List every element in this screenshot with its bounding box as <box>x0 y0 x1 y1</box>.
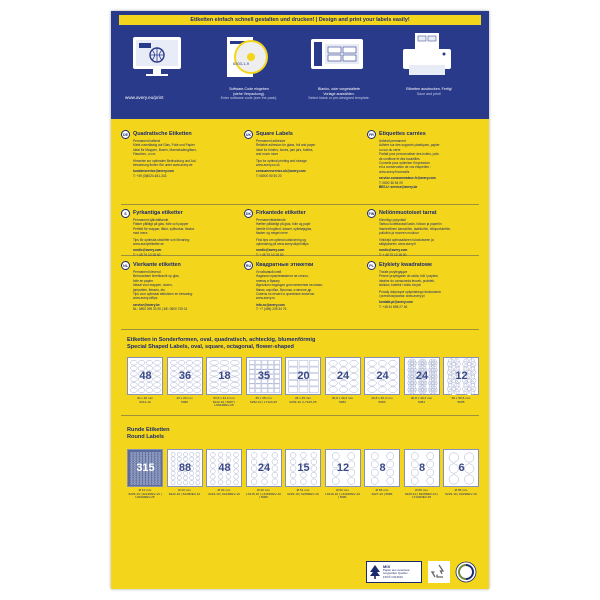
label-count: 36 <box>178 370 192 382</box>
lang-title: Etykiety kwadratowe <box>379 262 433 268</box>
info-line: Ideal für Mappen, Boxen, Marmeladengläser, <box>133 147 197 152</box>
label-count: 18 <box>218 370 231 382</box>
label-format-caption <box>364 397 400 404</box>
product-codes: 5084 <box>418 399 425 404</box>
info-line: Permanent klevend <box>133 270 161 274</box>
label-format-caption <box>364 489 400 496</box>
contact-line: consumerservice-uk@avery.com <box>256 169 306 174</box>
info-line: www.avery.co.uk <box>256 163 280 168</box>
info-line: folie en papier <box>133 278 154 283</box>
step-software-code <box>209 31 289 101</box>
info-line: Idealne do oznaczania teczek, pudełek, <box>379 278 435 283</box>
product-codes: 6242-10 | 5087 | L6024REV-25 <box>212 399 236 408</box>
contact-line: service.consommateur-fr@avery.com <box>379 176 436 181</box>
lang-title: Quadratische Etiketten <box>133 131 192 137</box>
info-line: www.avery.nl/tips <box>133 296 158 301</box>
lang-code: FIN <box>367 209 376 218</box>
info-line: Adhère sur des supports plastiques, papier <box>379 143 440 148</box>
label-format-caption <box>285 397 321 404</box>
info-line: T: + 45 70 10 18 00 <box>256 252 284 257</box>
info-line: T: 08000 50 50 20 <box>256 173 282 178</box>
info-line: www.averyetiketter.se <box>133 242 164 247</box>
lang-title: Neliönmuotoiset tarrat <box>379 210 437 216</box>
info-line: i przechowywania: www.avery.pl <box>379 294 425 299</box>
step-computer <box>119 31 199 101</box>
product-codes: L3416-10 | L3416REV-10 | 5081 <box>325 491 360 500</box>
label-size: Ø 10 mm <box>138 488 152 492</box>
label-format-caption <box>404 397 440 404</box>
label-format-caption <box>246 397 282 404</box>
lang-code: S <box>121 209 130 218</box>
info-line: Tips för optimala utskrifter och förvaring: <box>133 237 190 242</box>
info-line: Permanent självhäftande <box>133 218 169 222</box>
info-line: www.avery.fr/conseils <box>379 169 410 174</box>
info-line: pulloihin ja moneen muuhun <box>379 231 419 236</box>
info-line: opbevaring på www.avery.dk/printtips <box>256 242 309 247</box>
info-line: Fäster pålitligt på glas, folie och papper <box>133 222 189 227</box>
label-count: 8 <box>379 462 386 474</box>
label-format-caption <box>443 489 479 496</box>
label-format-card <box>325 449 361 487</box>
label-format-caption <box>325 489 361 500</box>
info-line: Советы по печати и хранению этикеток: <box>256 292 315 297</box>
info-line: Устойчивый клей <box>256 270 282 274</box>
recycle-icon <box>428 561 450 583</box>
label-format-card <box>127 357 163 395</box>
label-count: 12 <box>336 462 350 474</box>
product-codes: 6227-10 | 5086 <box>371 491 393 496</box>
label-size: 45 x 45 mm <box>294 396 312 400</box>
lang-code: FR <box>367 130 376 139</box>
info-line: Ideal for folders, boxes, jam jars, bottles, <box>256 147 314 152</box>
info-line: bewahrung finden Sie unter www.avery.de <box>133 163 193 168</box>
info-line: Perfekt för mappar, lådor, syltburkar, flaskor <box>133 226 195 231</box>
contact-line: info-ru@avery.com <box>256 302 285 307</box>
label-format-caption <box>404 489 440 500</box>
label-count: 8 <box>418 462 426 474</box>
round-labels-title-de: Runde Etiketten <box>127 427 170 433</box>
step-3-caption: Blanko- oder vorgestaltete Vorlage auswählen. Select blank or pre-designed template. <box>308 87 370 101</box>
label-format-caption <box>325 397 361 404</box>
label-size: Ø 85 mm <box>454 488 468 492</box>
print-banner <box>111 11 489 119</box>
label-format-caption <box>167 489 203 496</box>
info-line: Tips voor optimaal afdrukken en bewaring: <box>133 292 193 297</box>
lang-code: DE <box>121 130 130 139</box>
info-line: Kiinnittyy pysyvästi <box>379 218 406 222</box>
lang-code: RU <box>244 261 253 270</box>
info-line: Trwale przylegające <box>379 270 408 274</box>
step-template <box>299 31 379 101</box>
info-line: Permanentklæbende <box>256 218 286 222</box>
lang-title: Квадратные этикетки <box>256 262 314 268</box>
printer-icon <box>399 31 455 81</box>
info-line: Permanent adhesive <box>256 139 286 143</box>
info-line: Betrouwbare kleefkracht op glas, <box>133 274 180 279</box>
avery-print-url: www.avery.eu/print <box>125 95 164 100</box>
lang-title: Square Labels <box>256 131 293 137</box>
label-format-card <box>364 357 400 395</box>
label-format-card <box>206 357 242 395</box>
label-count: 12 <box>455 370 468 382</box>
fsc-certificate <box>366 561 422 583</box>
label-size: Ø 51 mm <box>296 488 310 492</box>
cd-icon <box>219 31 275 81</box>
label-size: 40,8 x 40,3 mm <box>371 396 393 400</box>
label-count: 6 <box>458 462 465 474</box>
product-codes: 6229-10 | 6229REV-10 <box>445 491 477 496</box>
label-count: 24 <box>376 370 389 382</box>
divider <box>121 329 479 330</box>
info-line: T: +7 (495) 228 34 76 <box>256 307 287 312</box>
info-line: Ideelle til ringbind, kasser, syltetøjsglas, <box>256 226 312 231</box>
info-line: Porady dotyczące optymalnego drukowania <box>379 289 441 294</box>
label-format-caption <box>285 489 321 496</box>
label-size: 40 x 26 mm <box>176 396 193 400</box>
product-codes: 6252-10 | L7125-25 <box>289 399 317 404</box>
lang-title: Etiquettes carrées <box>379 131 426 137</box>
product-codes: 5083 <box>378 399 386 404</box>
label-size: 60 x 59,5 mm <box>451 396 471 400</box>
label-size: 40,8 x 40,3 mm <box>410 396 433 400</box>
product-codes: 6228-10 | 6228REV-10 | L7104REV-25 <box>404 491 439 500</box>
lang-block-pl <box>367 261 481 363</box>
label-format-card <box>167 357 203 395</box>
info-line: Klebt zuverlässig auf Glas, Folie und Papier <box>133 143 195 148</box>
label-size: Ø 65 mm <box>375 488 389 492</box>
template-screen-icon <box>309 31 365 81</box>
info-line: Conseils pour optimiser l'impression <box>379 161 430 166</box>
info-line: Hæfter pålideligt på glas, folie og papir <box>256 222 311 227</box>
fsc-text: Papier aus verantwor- tungsvollen Quellen FSC® C013616 <box>383 568 411 579</box>
label-count: 35 <box>257 370 271 382</box>
info-line: Reliable adhesion for glass, foil and paper <box>256 143 316 148</box>
label-format-caption <box>206 397 242 408</box>
label-format-card <box>404 357 440 395</box>
label-size: 40,8 x 40,3 mm <box>331 396 354 400</box>
label-format-card <box>443 449 479 487</box>
lang-title: Firkantede etiketter <box>256 210 306 216</box>
info-line: www.avery.ru <box>256 296 275 301</box>
info-line: T: +49 (0)8024-641-343 <box>133 173 167 178</box>
product-codes: 6241-10 <box>139 399 151 404</box>
contact-line: kundenservice@avery.com <box>133 169 174 174</box>
info-line: Parfait pour personnaliser des boites, pots <box>379 152 439 157</box>
lang-code: PL <box>367 261 376 270</box>
label-format-caption <box>127 397 163 404</box>
lang-code: UK <box>244 130 253 139</box>
info-line: Ideaal voor mappen, dozen, <box>133 283 173 288</box>
label-format-caption <box>127 489 163 500</box>
contact-line: nordic@avery.com <box>133 248 162 253</box>
info-line: T: +48 61 898 27 46 <box>379 304 408 309</box>
software-code-text: 6203-1-9 <box>233 61 250 66</box>
special-shapes-title-de: Etiketten in Sonderformen, oval, quadratisch, achteckig, blumenförmig <box>127 337 316 343</box>
step-print <box>389 31 469 101</box>
label-sheet <box>111 11 489 589</box>
info-line: T: + 45 70 10 18 00 <box>133 252 161 257</box>
contact-line: BE/LU: service@avery.be <box>379 185 418 190</box>
info-line: Permanent haftend <box>133 139 161 143</box>
step-2-caption: Software-Code eingeben (siehe Verpackung). Enter software code (see the pack). <box>220 87 278 101</box>
label-format-caption <box>167 397 203 404</box>
label-count: 24 <box>415 370 429 382</box>
divider <box>121 415 479 416</box>
product-codes: 6252-10 | L7120-25 <box>250 399 277 404</box>
lang-title: Vierkante etiketten <box>133 262 181 268</box>
product-codes: L3415-10 | L3415REV-10 | 5080 <box>246 491 281 500</box>
info-line: flasker og meget mere <box>256 231 288 236</box>
info-line: and much more <box>256 152 279 157</box>
label-format-card <box>285 449 321 487</box>
product-codes: 6223-10 | 6223REV-10 <box>208 491 240 496</box>
product-codes: 5085 <box>457 399 465 404</box>
label-format-card <box>246 357 282 395</box>
info-line: пленку и бумагу <box>256 278 280 283</box>
info-line: T: + 45 70 10 18 00 <box>379 252 407 257</box>
round-labels-title-en: Round Labels <box>127 434 164 440</box>
label-format-card <box>285 357 321 395</box>
contact-line: nordic@avery.com <box>379 248 408 253</box>
info-line: Vinkkejä optimaaliseen tulostukseen ja <box>379 237 434 242</box>
info-line: jampotten, flessen, etc. <box>133 287 166 292</box>
product-codes: 6225-10 | 6225REV-10 <box>287 491 319 496</box>
contact-line: nordic@avery.com <box>256 248 285 253</box>
info-line: Ihanteellinen kansioihin, laatikoihin, hillopurkkeihin, <box>379 226 451 231</box>
label-size: 40 x 20 mm <box>136 396 154 400</box>
label-format-card <box>325 357 361 395</box>
label-format-card <box>167 449 203 487</box>
label-format-caption <box>206 489 242 496</box>
info-line: säilytykseen: www.avery.fi <box>379 242 416 247</box>
label-format-card <box>127 449 163 487</box>
info-line: Find tips om optimal udskrivning og <box>256 237 306 242</box>
label-format-card <box>246 449 282 487</box>
banner-title: Etiketten einfach schnell gestalten und drucken! | Design and print your labels easily! <box>119 15 481 25</box>
info-line: et la conservation de vos étiquettes : <box>379 165 431 170</box>
fsc-mix: MIX <box>383 564 391 569</box>
special-shapes-title-en: Special Shaped Labels, oval, square, octagonal, flower-shaped <box>127 344 294 350</box>
label-format-card <box>206 449 242 487</box>
info-line: słoików, butelek i wielu innych <box>379 283 422 288</box>
label-format-caption <box>443 397 479 404</box>
fsc-tree-icon <box>369 564 381 580</box>
info-line: T: 0800 36 54 09 <box>379 180 403 185</box>
green-dot-icon <box>455 561 477 583</box>
label-size: Ø 80 mm <box>415 488 428 492</box>
info-line: Tips for optimal printing and storage <box>256 158 307 163</box>
label-count: 15 <box>297 462 310 474</box>
label-format-card <box>364 449 400 487</box>
label-size: Ø 40 mm <box>257 488 270 492</box>
info-line: Adhésif permanent <box>379 139 406 143</box>
info-line: Идеально подходят для нанесения на папки, <box>256 283 323 288</box>
label-count: 24 <box>257 462 271 474</box>
info-line: Hinweise zur optimalen Bedruckung und Auf- <box>133 158 197 163</box>
lang-code: NL <box>121 261 130 270</box>
label-count: 48 <box>218 462 231 474</box>
label-format-card <box>404 449 440 487</box>
info-line: med mera <box>133 231 148 236</box>
label-count: 315 <box>136 462 155 474</box>
info-line: ou sur du verre <box>379 147 401 152</box>
contact-line: kontakt-pl@avery.com <box>379 300 413 305</box>
info-line: Flaschen, u.v.m. <box>133 152 157 157</box>
lang-code: DK <box>244 209 253 218</box>
label-size: Ø 30 mm <box>217 488 231 492</box>
contact-line: service@avery.be <box>133 302 160 307</box>
label-format-card <box>443 357 479 395</box>
monitor-icon <box>129 31 185 81</box>
label-size: Ø 60 mm <box>336 488 349 492</box>
product-codes: 5082 <box>339 399 346 404</box>
product-codes: 6225-10 | 6221REV-10 | L6019REV-25 <box>128 491 162 500</box>
info-line: de confiture et des bouteilles <box>379 156 420 161</box>
info-line: NL: 0800 099 33 90 | BE: 0800 725 01 <box>133 307 188 312</box>
label-count: 48 <box>139 370 152 382</box>
label-count: 88 <box>178 462 192 474</box>
info-line: Tarttuu luotettavasti lasiin, folioon ja paperiin <box>379 222 442 227</box>
divider <box>121 204 479 205</box>
product-codes: 6222-10 | 6226REV-10 <box>168 491 201 496</box>
label-size: Ø 20 mm <box>178 488 191 492</box>
product-codes: 5086 <box>181 399 188 404</box>
step-4-caption: Etiketten ausdrucken. Fertig! Save and print! <box>406 87 452 96</box>
label-count: 24 <box>336 370 350 382</box>
label-format-caption <box>246 489 282 500</box>
label-size: 63,5 x 42,3 mm <box>213 396 235 400</box>
label-size: 35 x 35 mm <box>255 396 272 400</box>
info-line: Pewne przyleganie do szkła, folii i papieru <box>379 274 439 279</box>
label-count: 20 <box>297 370 310 382</box>
lang-title: Fyrkantiga etiketter <box>133 210 183 216</box>
info-line: Надежно приклеиваются на стекло, <box>256 274 309 279</box>
info-line: банки, коробки, бутылки, и многое др. <box>256 287 313 292</box>
